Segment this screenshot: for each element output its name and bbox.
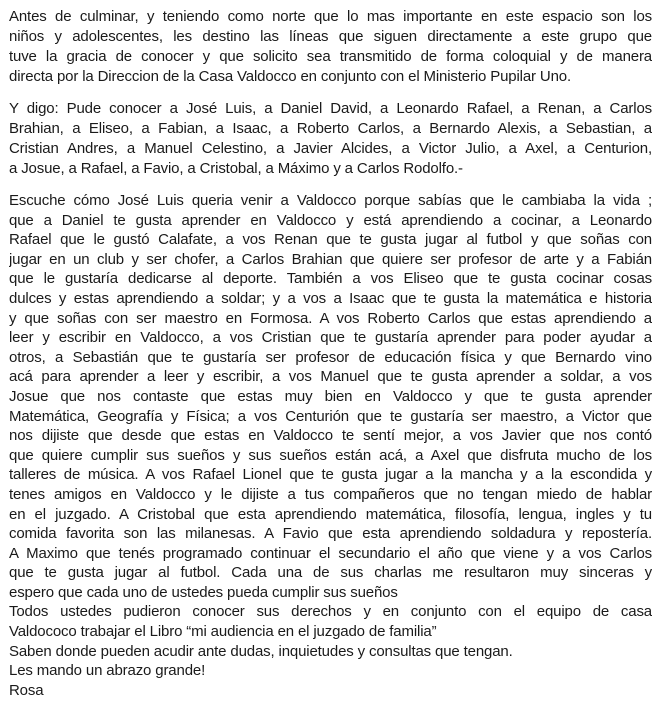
text-line: Y digo: Pude conocer a José Luis, a Daniel David, a Leonardo Rafael, a Renan, a Carlos bbox=[9, 100, 652, 117]
text-line: talleres de música. A vos Rafael Lionel que te gusta jugar a la mancha y a la escondida y bbox=[9, 466, 652, 484]
text-line: comida favorita son las milanesas. A Favio que esta aprendiendo soldadura y repostería. bbox=[9, 525, 652, 543]
intro-paragraph bbox=[9, 7, 652, 87]
text-line: Matemática, Geografía y Física; a vos Centurión que te gustaría ser maestro, a Victor que bbox=[9, 407, 652, 425]
text-line: que le gustaría dedicarse al deporte. También a vos Eliseo que te gusta cocinar cosas bbox=[9, 270, 652, 288]
body-section bbox=[9, 191, 652, 700]
names-paragraph bbox=[9, 99, 652, 179]
text-line: Cristian Andres, a Manuel Celestino, a Javier Alcides, a Victor Julio, a Axel, a Centurion, bbox=[9, 140, 652, 157]
text-line: Antes de culminar, y teniendo como norte que lo mas importante en este espacio son los bbox=[9, 8, 652, 25]
signature-name: Rosa bbox=[9, 681, 44, 699]
text-line: directa por la Direccion de la Casa Valdocco en conjunto con el Ministerio Pupilar Uno. bbox=[9, 68, 571, 85]
text-line: Valdococo trabajar el Libro “mi audiencia en el juzgado de familia” bbox=[9, 623, 437, 641]
text-line: y que soñas con ser maestro en Formosa. A vos Roberto Carlos que estas aprendiendo a bbox=[9, 309, 652, 327]
text-line: que a Daniel te gusta aprender en Valdocco y está aprendiendo a cocinar, a Leonardo bbox=[9, 211, 652, 229]
text-line: Brahian, a Eliseo, a Fabian, a Isaac, a Roberto Carlos, a Bernardo Alexis, a Sebastian, a bbox=[9, 120, 652, 137]
signature bbox=[9, 681, 652, 701]
text-line: Les mando un abrazo grande! bbox=[9, 662, 206, 680]
text-line: dulces y estas aprendiendo a soldar; y a vos a Isaac que te gusta la matemática e historia bbox=[9, 289, 652, 307]
text-line: Todos ustedes pudieron conocer sus derechos y en conjunto con el equipo de casa bbox=[9, 603, 652, 621]
body-paragraph bbox=[9, 191, 652, 602]
help-paragraph bbox=[9, 642, 652, 662]
text-line: niños y adolescentes, les destino las líneas que siguen directamente a este grupo que bbox=[9, 28, 652, 45]
text-line: Saben donde pueden acudir ante dudas, inquietudes y consultas que tengan. bbox=[9, 642, 513, 660]
closing-paragraph bbox=[9, 661, 652, 681]
text-line: a Josue, a Rafael, a Favio, a Cristobal, a Máximo y a Carlos Rodolfo.- bbox=[9, 160, 463, 177]
text-line: jugar en un club y ser chofer, a Carlos Brahian que quiere ser profesor de arte y a Fabián bbox=[9, 250, 652, 268]
text-line: otros, a Sebastián que te gustaría ser profesor de educación física y que Bernardo vino bbox=[9, 348, 652, 366]
text-line: espero que cada uno de ustedes pueda cumplir sus sueños bbox=[9, 583, 398, 601]
text-line: en el juzgado. A Cristobal que esta aprendiendo matemática, filosofía, lengua, ingles y tu bbox=[9, 505, 652, 523]
text-line: Rafael que le gustó Calafate, a vos Renan que te gusta jugar al futbol y que soñas con bbox=[9, 231, 652, 249]
text-line: acá para aprender a leer y escribir, a vos Manuel que te gusta aprender a soldar, a vos bbox=[9, 368, 652, 386]
text-line: Josue que nos contaste que estas muy bien en Valdocco y que te gusta aprender bbox=[9, 387, 652, 405]
text-line: tuve la gracia de conocer y que solicito sea transmitido de forma coloquial y de manera bbox=[9, 48, 652, 65]
text-line: leer y escribir en Valdocco, a vos Cristian que te gustaría aprender para poder ayudar a bbox=[9, 329, 652, 347]
text-line: que te gusta jugar al futbol. Cada una de sus charlas me resultaron muy sinceras y bbox=[9, 564, 652, 582]
rights-paragraph bbox=[9, 602, 652, 641]
text-line: que quiere cumplir sus sueños y sus sueños están acá, a Axel que disfruta mucho de los bbox=[9, 446, 652, 464]
text-line: Escuche cómo José Luis queria venir a Valdocco porque sabías que le cambiaba la vida ; bbox=[9, 192, 652, 209]
text-line: nos dijiste que desde que estas en Valdocco te sentí mejor, a vos Javier que nos contó bbox=[9, 427, 652, 445]
text-line: A Maximo que tenés programado continuar el secundario el año que viene y a vos Carlos bbox=[9, 544, 652, 562]
text-line: tenes amigos en Valdocco y le dijiste a tus compañeros que no tengan miedo de hablar bbox=[9, 485, 652, 503]
